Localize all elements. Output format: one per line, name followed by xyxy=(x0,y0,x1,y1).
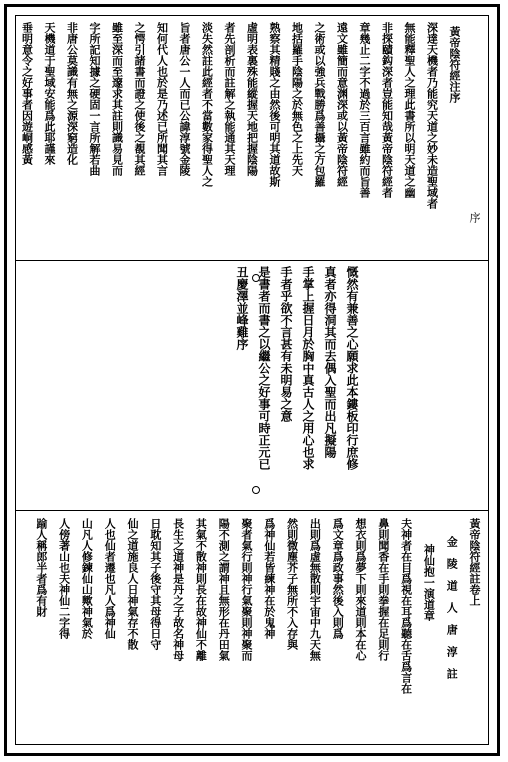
sec3-column: 鼻則聞香在手則拳握在足則行 xyxy=(376,518,390,661)
section-divider-1 xyxy=(16,260,488,261)
sec1-column: 虛明表裏殊能縱握天地把握陰陽 xyxy=(245,22,259,176)
sec2-column: 手者乎欲不言甚有未明易之意 xyxy=(279,266,293,422)
sec3-column: 陽不測之謂神且無形在丹田氣 xyxy=(217,518,231,661)
sec2-column: 手掌上握日月於胸中真古人之用心也求 xyxy=(301,266,315,470)
fold-label: 序 xyxy=(468,212,481,223)
sec3-column: 人也仙者遷也凡人爲神仙 xyxy=(103,518,117,639)
sec1-column: 非唐公莫識有無之源深窮造化 xyxy=(65,22,79,165)
sec3-column: 其氣不散神則長在故神仙不離 xyxy=(194,518,208,661)
sec2-column: 真者亦得洞其而去偶入聖而出凡擬陽 xyxy=(323,266,337,458)
sec3-column: 爲神仙若皆練神在於鬼神 xyxy=(262,518,276,639)
sec1-column: 深達天機者乃能究天道之妙未造聖域者 xyxy=(425,22,439,209)
scroll-page xyxy=(4,4,500,756)
sec2-column: 是書者而書之以繼公之好事可時正元已 xyxy=(257,266,271,470)
sec1-column: 遠文雖簡而意渊深或以黃帝陰符經 xyxy=(335,22,349,187)
sec3-column: 出則爲虛無散則宇宙中九天無 xyxy=(308,518,322,661)
section-preface xyxy=(16,16,488,252)
sec1-column: 雖至深而至邃求其註則識易見而 xyxy=(110,22,124,176)
sec3-column: 神仙抱一演道章 xyxy=(422,544,436,621)
sec1-column: 淡失然註此經者不當數家得聖人之 xyxy=(200,22,214,187)
sec1-column: 熟察其精賤之由然後可明其道故斯 xyxy=(268,22,281,187)
sec3-column: 金 陵 道 人 唐 淳 註 xyxy=(445,536,459,679)
sec3-column: 人傍著山也夫神仙二字得 xyxy=(57,518,71,639)
sec1-column: 之愕引諸書而證之使後之覩其經 xyxy=(133,22,146,176)
sec3-column: 然則微塵芥子無所不入存與 xyxy=(285,518,299,650)
sec3-column: 爲文章爲政事然後入則爲 xyxy=(331,518,345,639)
sec1-column: 天機道于聖域安能爲此耶謹來 xyxy=(43,22,56,165)
hole-marker-2 xyxy=(252,486,260,494)
sec1-column: 非探賾鈎深者豈能知哉黃帝陰符經者 xyxy=(380,22,394,198)
sec1-column: 垂明意令之好事者因遊峒感黃 xyxy=(20,22,34,165)
section-colophon xyxy=(16,262,488,506)
sec1-column: 章幾止二字不過於三百言雖約而旨善 xyxy=(358,22,371,198)
sec1-column: 者先剖析而註解之執能通其天理 xyxy=(223,22,236,176)
sec3-column: 夫神者在目爲視在耳爲聽在舌爲言在 xyxy=(399,518,413,694)
sec1-column: 無能釋聖人之理此書所以明天道之幽 xyxy=(403,22,416,198)
section-divider-2 xyxy=(16,510,488,511)
sec1-column: 旨者唐公一人而已公諱淳號金陵 xyxy=(178,22,191,176)
sec1-column: 知何代人也於是乃述已所聞其言 xyxy=(155,22,169,176)
section-chapter xyxy=(16,512,488,744)
sec1-column: 字所記知據之硬固一言所解若曲 xyxy=(88,22,101,176)
sec1-column: 地括羅手陰陽之於無色之上先天 xyxy=(290,22,304,176)
sec3-column: 踰人稱郎半者爲有財 xyxy=(34,518,48,617)
sec2-column: 丑慶澤並峰雞序 xyxy=(235,266,249,350)
sec3-column: 日耽知其子後守其母得日守 xyxy=(148,518,162,650)
sec1-column: 黃帝陰符經注序 xyxy=(448,26,461,103)
sec3-column: 仙之道施良人日神氣存不散 xyxy=(126,518,139,650)
sec2-column: 慨然有兼善之心願求此本鏤板印行庶修 xyxy=(345,266,359,470)
sec3-column: 山凡人修鍊仙山歟神氣於 xyxy=(80,518,94,639)
page-frame xyxy=(15,15,489,745)
sec3-column: 聚者氣行則神行氣聚則神聚而 xyxy=(240,518,253,661)
sec1-column: 之術或以強兵戰勝爲善攝之方包羅 xyxy=(313,22,326,187)
sec3-column: 黃帝陰符經註卷上 xyxy=(468,518,481,606)
sec3-column: 長生之道神是丹之子故名神母 xyxy=(171,518,185,661)
sec3-column: 想衣則爲夢下則來道則本在心 xyxy=(354,518,367,661)
